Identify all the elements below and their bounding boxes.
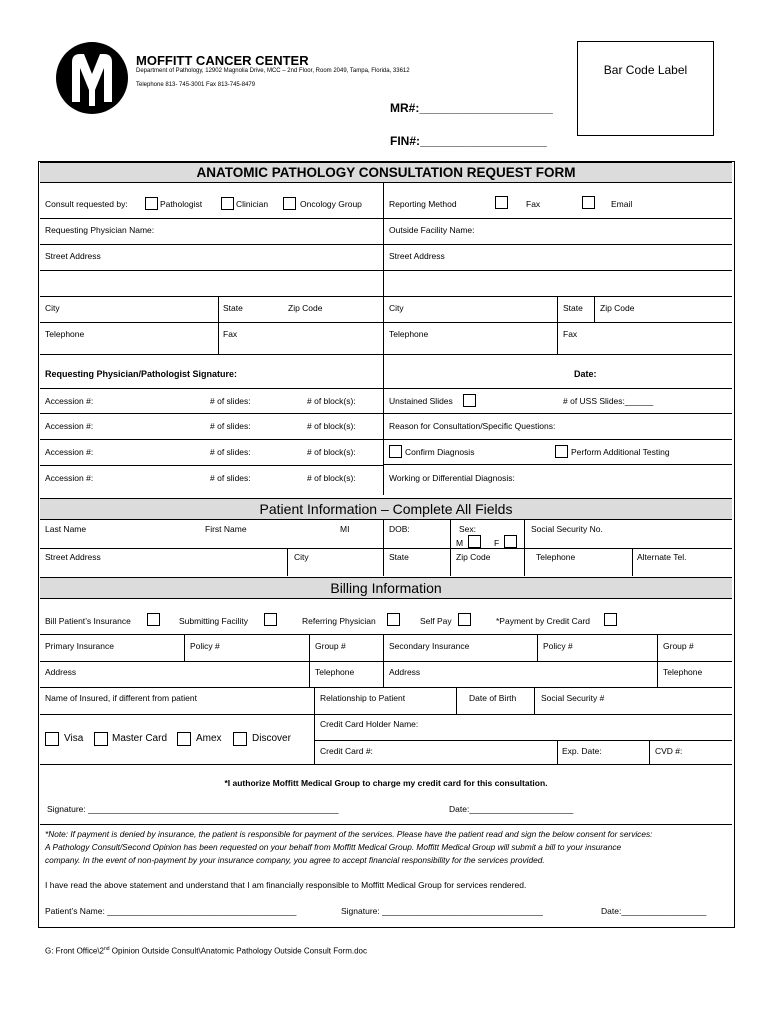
- email-label: Email: [611, 199, 633, 209]
- primary-address-field[interactable]: Address: [45, 667, 77, 677]
- unstained-checkbox[interactable]: [463, 394, 476, 407]
- billing-band: [40, 577, 732, 599]
- amex-checkbox[interactable]: [177, 732, 191, 746]
- insured-name-field[interactable]: Name of Insured, if different from patient: [45, 693, 197, 703]
- clinician-checkbox[interactable]: [221, 197, 234, 210]
- blocks-3[interactable]: # of block(s):: [307, 447, 356, 457]
- billing-date-field[interactable]: Date:______________________: [449, 804, 574, 814]
- accession-3[interactable]: Accession #:: [45, 447, 94, 457]
- patient-date-field[interactable]: Date:__________________: [601, 906, 707, 916]
- barcode-label-box: [577, 41, 714, 136]
- authorize-text: *I authorize Moffitt Medical Group to charge my credit card for this consultation.: [224, 778, 548, 788]
- right-state-field[interactable]: State: [563, 303, 583, 313]
- facility-name-field[interactable]: Outside Facility Name:: [389, 225, 475, 235]
- confirm-diagnosis-checkbox[interactable]: [389, 445, 402, 458]
- perform-testing-checkbox[interactable]: [555, 445, 568, 458]
- blocks-1[interactable]: # of block(s):: [307, 396, 356, 406]
- exp-date-field[interactable]: Exp. Date:: [562, 746, 602, 756]
- fax-checkbox[interactable]: [495, 196, 508, 209]
- note-line-3: company. In the event of non-payment by your insurance company, you agree to accept financial responsibility for the services provided.: [45, 855, 545, 865]
- oncology-checkbox[interactable]: [283, 197, 296, 210]
- org-address: Department of Pathology, 12902 Magnolia Drive, MCC – 2nd Floor, Room 2049, Tampa, Florida, 33612: [136, 68, 410, 74]
- right-city-field[interactable]: City: [389, 303, 404, 313]
- blocks-4[interactable]: # of block(s):: [307, 473, 356, 483]
- accession-2[interactable]: Accession #:: [45, 421, 94, 431]
- sex-m-label: M: [456, 538, 464, 548]
- org-phone: Telephone 813- 745-3001 Fax 813-745-8479: [136, 82, 256, 88]
- pathologist-checkbox[interactable]: [145, 197, 158, 210]
- financial-statement: I have read the above statement and understand that I am financially responsible to Moffitt Medical Group for services rendered.: [45, 880, 527, 890]
- form-title-band: [40, 162, 732, 183]
- right-fax-field[interactable]: Fax: [563, 329, 578, 339]
- consult-requested-label: Consult requested by:: [45, 199, 128, 209]
- self-pay-checkbox[interactable]: [458, 613, 471, 626]
- visa-checkbox[interactable]: [45, 732, 59, 746]
- footer-path-post: Opinion Outside Consult\Anatomic Pathology Outside Consult Form.doc: [109, 946, 368, 956]
- footer-path-sup: nd: [103, 946, 110, 952]
- bill-insurance-label: Bill Patient’s Insurance: [45, 616, 131, 626]
- patient-city[interactable]: City: [294, 552, 309, 562]
- bill-insurance-checkbox[interactable]: [147, 613, 160, 626]
- left-city-field[interactable]: City: [45, 303, 60, 313]
- secondary-group-field[interactable]: Group #: [663, 641, 694, 651]
- submitting-facility-label: Submitting Facility: [179, 616, 248, 626]
- left-state-field[interactable]: State: [223, 303, 243, 313]
- relationship-field[interactable]: Relationship to Patient: [320, 693, 406, 703]
- note-line-2: A Pathology Consult/Second Opinion has been requested on your behalf from Moffitt Medical Group. Moffitt Medical Group will submit a bill to your insurance: [45, 842, 622, 852]
- email-checkbox[interactable]: [582, 196, 595, 209]
- card-number-field[interactable]: Credit Card #:: [320, 746, 373, 756]
- patient-street[interactable]: Street Address: [45, 552, 101, 562]
- pathologist-label: Pathologist: [160, 199, 203, 209]
- amex-label: Amex: [196, 733, 222, 744]
- org-name: MOFFITT CANCER CENTER: [136, 53, 309, 68]
- primary-policy-field[interactable]: Policy #: [190, 641, 220, 651]
- cvd-field[interactable]: CVD #:: [655, 746, 683, 756]
- primary-telephone-field[interactable]: Telephone: [315, 667, 355, 677]
- perform-testing-label: Perform Additional Testing: [571, 447, 670, 457]
- referring-physician-label: Referring Physician: [302, 616, 376, 626]
- submitting-facility-checkbox[interactable]: [264, 613, 277, 626]
- patient-telephone[interactable]: Telephone: [536, 552, 576, 562]
- visa-label: Visa: [64, 733, 84, 744]
- clinician-label: Clinician: [236, 199, 269, 209]
- secondary-insurance-field[interactable]: Secondary Insurance: [389, 641, 470, 651]
- blocks-2[interactable]: # of block(s):: [307, 421, 356, 431]
- patient-state[interactable]: State: [389, 552, 409, 562]
- discover-label: Discover: [252, 733, 291, 744]
- left-telephone-field[interactable]: Telephone: [45, 329, 85, 339]
- card-holder-field[interactable]: Credit Card Holder Name:: [320, 719, 419, 729]
- left-fax-field[interactable]: Fax: [223, 329, 238, 339]
- sex-f-label: F: [494, 538, 500, 548]
- referring-physician-checkbox[interactable]: [387, 613, 400, 626]
- right-zip-field[interactable]: Zip Code: [600, 303, 635, 313]
- credit-card-payment-checkbox[interactable]: [604, 613, 617, 626]
- reporting-method-label: Reporting Method: [389, 199, 457, 209]
- self-pay-label: Self Pay: [420, 616, 452, 626]
- accession-4[interactable]: Accession #:: [45, 473, 94, 483]
- right-telephone-field[interactable]: Telephone: [389, 329, 429, 339]
- sex-f-checkbox[interactable]: [504, 535, 517, 548]
- signature-date-field[interactable]: Date:: [574, 369, 597, 379]
- credit-card-payment-label: *Payment by Credit Card: [496, 616, 591, 626]
- mr-field[interactable]: MR#:____________________: [390, 101, 553, 115]
- patient-sex-label: Sex:: [459, 524, 477, 534]
- slides-3[interactable]: # of slides:: [210, 447, 251, 457]
- unstained-label: Unstained Slides: [389, 396, 453, 406]
- patient-name-field[interactable]: Patient’s Name: ________________________________________: [45, 906, 297, 916]
- sex-m-checkbox[interactable]: [468, 535, 481, 548]
- primary-insurance-field[interactable]: Primary Insurance: [45, 641, 114, 651]
- barcode-label-text: Bar Code Label: [603, 63, 688, 77]
- secondary-policy-field[interactable]: Policy #: [543, 641, 573, 651]
- insured-ssn-field[interactable]: Social Security #: [541, 693, 605, 703]
- footer-file-path: [45, 946, 367, 956]
- right-street-field[interactable]: Street Address: [389, 251, 445, 261]
- discover-checkbox[interactable]: [233, 732, 247, 746]
- accession-1[interactable]: Accession #:: [45, 396, 94, 406]
- uss-slides-field[interactable]: # of USS Slides:______: [563, 396, 654, 406]
- patient-alt-tel[interactable]: Alternate Tel.: [637, 552, 687, 562]
- note-line-1: *Note: If payment is denied by insurance, the patient is responsible for payment of the services. Please have the patient read and sign the below consent for services:: [45, 829, 653, 839]
- fax-label: Fax: [526, 199, 541, 209]
- footer-path-pre: G: Front Office\2: [45, 946, 104, 956]
- left-zip-field[interactable]: Zip Code: [288, 303, 323, 313]
- left-street-field[interactable]: Street Address: [45, 251, 101, 261]
- confirm-diagnosis-label: Confirm Diagnosis: [405, 447, 475, 457]
- mastercard-checkbox[interactable]: [94, 732, 108, 746]
- physician-name-field[interactable]: Requesting Physician Name:: [45, 225, 155, 235]
- oncology-label: Oncology Group: [300, 199, 362, 209]
- mastercard-label: Master Card: [112, 733, 168, 744]
- patient-zip[interactable]: Zip Code: [456, 552, 491, 562]
- patient-mi[interactable]: MI: [340, 524, 350, 534]
- insured-dob-field[interactable]: Date of Birth: [469, 693, 517, 703]
- patient-signature-field[interactable]: Signature: __________________________________: [341, 906, 543, 916]
- patient-dob[interactable]: DOB:: [389, 524, 410, 534]
- moffitt-logo: [54, 40, 130, 116]
- secondary-address-field[interactable]: Address: [389, 667, 421, 677]
- patient-info-band: [40, 498, 732, 520]
- slides-4[interactable]: # of slides:: [210, 473, 251, 483]
- slides-1[interactable]: # of slides:: [210, 396, 251, 406]
- fin-field[interactable]: FIN#:___________________: [390, 134, 547, 148]
- patient-info-title: Patient Information – Complete All Fields: [259, 501, 513, 517]
- billing-title: Billing Information: [330, 580, 442, 596]
- form-title: ANATOMIC PATHOLOGY CONSULTATION REQUEST FORM: [196, 165, 576, 180]
- slides-2[interactable]: # of slides:: [210, 421, 251, 431]
- reason-field[interactable]: Reason for Consultation/Specific Questions:: [389, 421, 556, 431]
- working-diagnosis-field[interactable]: Working or Differential Diagnosis:: [389, 473, 515, 483]
- patient-last-name[interactable]: Last Name: [45, 524, 87, 534]
- patient-first-name[interactable]: First Name: [205, 524, 247, 534]
- physician-signature-field[interactable]: Requesting Physician/Pathologist Signature:: [45, 369, 238, 379]
- patient-ssn[interactable]: Social Security No.: [531, 524, 603, 534]
- primary-group-field[interactable]: Group #: [315, 641, 346, 651]
- billing-signature-field[interactable]: Signature: _____________________________________________________: [47, 804, 339, 814]
- secondary-telephone-field[interactable]: Telephone: [663, 667, 703, 677]
